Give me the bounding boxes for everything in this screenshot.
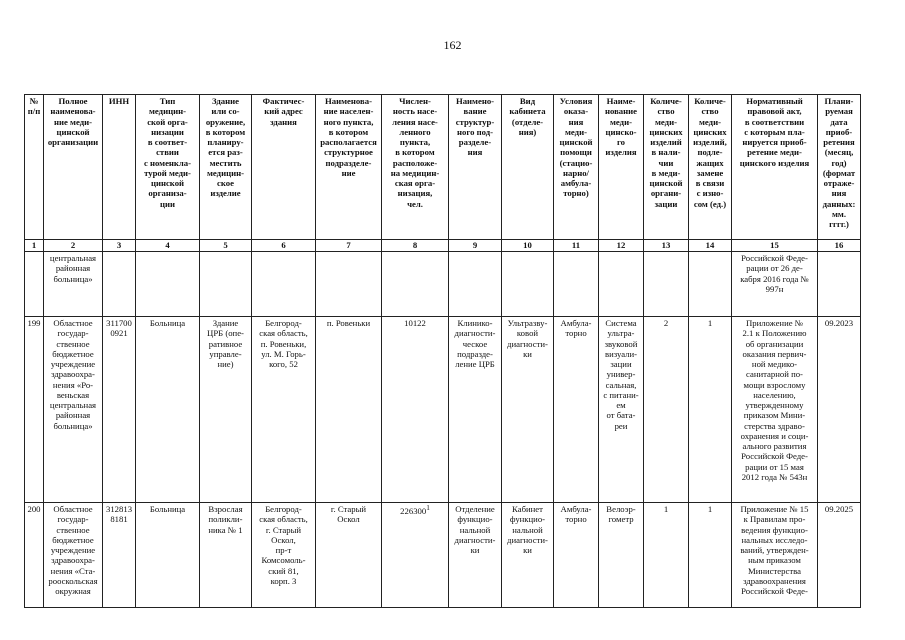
column-number: 12	[599, 240, 644, 252]
table-cell	[252, 252, 316, 317]
column-number: 14	[689, 240, 732, 252]
column-number: 11	[554, 240, 599, 252]
table-cell: Больница	[136, 503, 200, 608]
table-cell: Велоэр- гометр	[599, 503, 644, 608]
header-cell-division: Наимено- вание структур- ного под- разделе- ния	[449, 95, 502, 240]
column-number: 4	[136, 240, 200, 252]
table-cell: Амбула- торно	[554, 317, 599, 503]
table-cell	[316, 252, 382, 317]
table-cell	[382, 503, 449, 608]
table-cell: 311700 0921	[103, 317, 136, 503]
table-cell	[200, 252, 252, 317]
table-cell: Белгород- ская область, г. Старый Оскол, пр-т Комсомоль- ский 81, корп. 3	[252, 503, 316, 608]
column-number: 9	[449, 240, 502, 252]
table-cell: Кабинет функцио- нальной диагности- ки	[502, 503, 554, 608]
table-row	[25, 503, 861, 608]
table-cell: 1	[689, 503, 732, 608]
column-number: 13	[644, 240, 689, 252]
table-cell	[818, 252, 861, 317]
header-cell-locality: Наименова- ние населен- ного пункта, в котором располагается структурное подразделе- ние	[316, 95, 382, 240]
table-cell: Система ультра- звуковой визуали- зации универ- сальная, с питани- ем от бата- реи	[599, 317, 644, 503]
column-number: 1	[25, 240, 44, 252]
medical-equipment-table	[24, 94, 861, 608]
header-cell-device-name: Наиме- нование меди- цинско- го изделия	[599, 95, 644, 240]
table-cell: Белгород- ская область, п. Ровеньки, ул. М. Горь- кого, 52	[252, 317, 316, 503]
table-cell: Клинико- диагности- ческое подразде- ление ЦРБ	[449, 317, 502, 503]
table-cell: Российской Феде- рации от 26 де- кабря 2016 года № 997н	[732, 252, 818, 317]
header-cell-population: Числен- ность насе- ления насе- ленного пункта, в котором расположе- на медицин- ская орга- низация, чел.	[382, 95, 449, 240]
table-cell: Ультразву- ковой диагности- ки	[502, 317, 554, 503]
column-number: 15	[732, 240, 818, 252]
header-cell-inn: ИНН	[103, 95, 136, 240]
column-number: 3	[103, 240, 136, 252]
table-cell: 1	[689, 317, 732, 503]
column-number: 16	[818, 240, 861, 252]
table-cell: 1	[644, 503, 689, 608]
header-cell-no: № п/п	[25, 95, 44, 240]
column-number: 6	[252, 240, 316, 252]
column-number: 5	[200, 240, 252, 252]
header-cell-building: Здание или со- оружение, в котором планиру- ется раз- местить медицин- ское изделие	[200, 95, 252, 240]
table-cell: 10122	[382, 317, 449, 503]
header-cell-legal-act: Нормативный правовой акт, в соответствии с которым пла- нируется приоб- ретение меди- цинского изделия	[732, 95, 818, 240]
table-cell: Отделение функцио- нальной диагности- ки	[449, 503, 502, 608]
footnote-mark: 1	[426, 504, 430, 512]
table-cell: 09.2025	[818, 503, 861, 608]
table-cell	[449, 252, 502, 317]
table-cell: г. Старый Оскол	[316, 503, 382, 608]
table-cell	[689, 252, 732, 317]
table-cell	[554, 252, 599, 317]
table-row	[25, 317, 861, 503]
table-cell	[644, 252, 689, 317]
page-number: 162	[443, 38, 462, 52]
header-cell-org-name: Полное наименова- ние меди- цинской организации	[44, 95, 103, 240]
table-cell: Приложение № 15 к Правилам про- ведения функцио- нальных исследо- ваний, утвержден- ным приказом Министерства здравоохранения Российской Феде-	[732, 503, 818, 608]
table-cell	[103, 252, 136, 317]
table-cell	[382, 252, 449, 317]
table-cell	[599, 252, 644, 317]
column-number-row	[25, 240, 861, 252]
header-row	[25, 95, 861, 240]
header-cell-planned-date: Плани- руемая дата приоб- ретения (месяц, год) (формат отраже- ния данных: мм. гггг.)	[818, 95, 861, 240]
table-cell: Здание ЦРБ (опе- ративное управле- ние)	[200, 317, 252, 503]
table-cell: Больница	[136, 317, 200, 503]
header-cell-address: Фактичес- кий адрес здания	[252, 95, 316, 240]
header-cell-qty-replace: Количе- ство меди- цинских изделий, подле- жащих замене в связи с изно- сом (ед.)	[689, 95, 732, 240]
header-cell-org-type: Тип медицин- ской орга- низации в соответ- ствии с номенкла- турой меди- цинской организа- ции	[136, 95, 200, 240]
header-cell-cabinet: Вид кабинета (отделе- ния)	[502, 95, 554, 240]
column-number: 8	[382, 240, 449, 252]
column-number: 2	[44, 240, 103, 252]
table-cell: Приложение № 2.1 к Положению об организации оказания первич- ной медико- санитарной по- мощи взрослому населению, утвержденному приказом Мини- стерства здраво- охранения и соци- ального развития Российской Феде- рации от 15 мая 2012 года № 543н	[732, 317, 818, 503]
table-cell	[136, 252, 200, 317]
table-cell: 312813 8181	[103, 503, 136, 608]
table-cell: Областное государ- ственное бюджетное учреждение здравоохра- нения «Ро- веньская центральная районная больница»	[44, 317, 103, 503]
table-cell: 200	[25, 503, 44, 608]
column-number: 7	[316, 240, 382, 252]
table-cell: Областное государ- ственное бюджетное учреждение здравоохра- нения «Ста- рооскольская окружная	[44, 503, 103, 608]
table-cell: центральная районная больница»	[44, 252, 103, 317]
column-number: 10	[502, 240, 554, 252]
header-cell-qty-available: Количе- ство меди- цинских изделий в нали- чии в меди- цинской органи- зации	[644, 95, 689, 240]
table-cell: Амбула- торно	[554, 503, 599, 608]
table-cell: Взрослая поликли- ника № 1	[200, 503, 252, 608]
population-value: 226300	[400, 505, 427, 516]
table-cell: п. Ровеньки	[316, 317, 382, 503]
table-cell: 2	[644, 317, 689, 503]
table-cell: 199	[25, 317, 44, 503]
table-cell: 09.2023	[818, 317, 861, 503]
table-cell	[25, 252, 44, 317]
header-cell-conditions: Условия оказа- ния меди- цинской помощи (стацио- нарно/ амбула- торно)	[554, 95, 599, 240]
table-row	[25, 252, 861, 317]
table-cell	[502, 252, 554, 317]
